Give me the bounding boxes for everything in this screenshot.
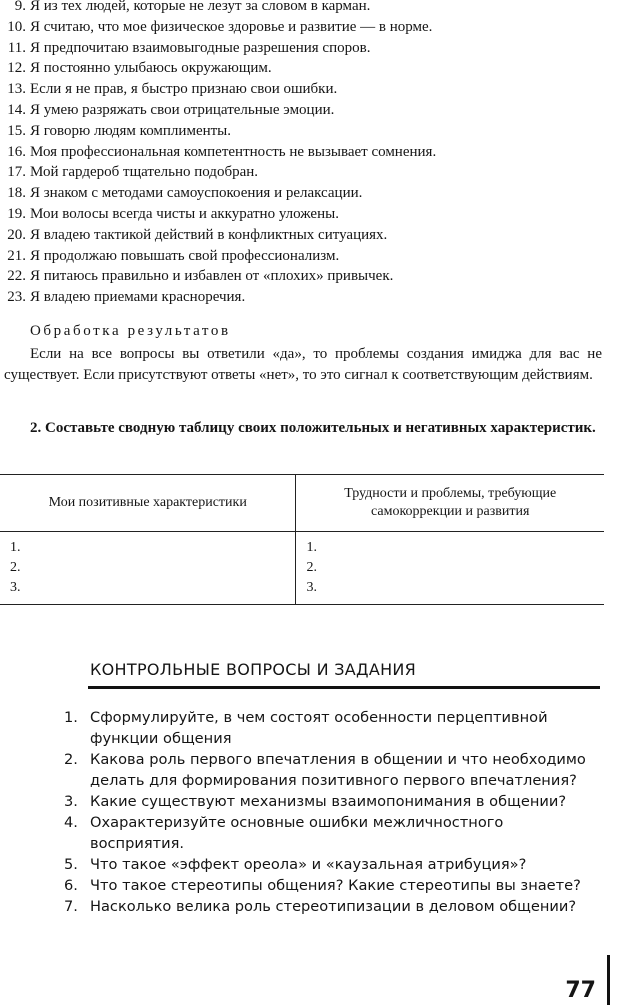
question-number: 7. (64, 898, 78, 915)
table-header-difficulties: Трудности и проблемы, требующие самокоррекции и развития (296, 475, 604, 532)
table-header-positive: Мои позитивные характеристики (0, 475, 296, 532)
statement-text: Я из тех людей, которые не лезут за словом в карман. (30, 0, 371, 14)
statement-text: Я постоянно улыбаюсь окружающим. (30, 60, 272, 77)
table-row-number: 1. (10, 540, 21, 555)
summary-table (0, 474, 604, 605)
statement-item (4, 246, 604, 267)
task-heading: 2. Составьте сводную таблицу своих положительных и негативных характеристик. (30, 420, 596, 436)
question-item (62, 791, 602, 812)
statement-number: 19. (7, 205, 26, 222)
question-text: Насколько велика роль стереотипизации в деловом общении? (90, 898, 577, 915)
question-text: Какова роль первого впечатления в общении и что необходимо делать для формирования позитивного первого впечатления? (90, 751, 586, 789)
statement-number: 17. (7, 164, 26, 181)
question-number: 6. (64, 877, 78, 894)
table-row-number: 3. (10, 580, 21, 595)
statement-number: 21. (7, 247, 26, 264)
table-row-number: 2. (10, 560, 21, 575)
question-text: Сформулируйте, в чем состоят особенности перцептивной функции общения (90, 709, 548, 747)
processing-text: Если на все вопросы вы ответили «да», то проблемы создания имиджа для вас не существует. Если присутствуют ответы «нет», то это сигнал к соответствующим действиям. (4, 346, 602, 383)
statement-text: Я продолжаю повышать свой профессионализм. (30, 247, 340, 264)
statement-item (4, 0, 604, 17)
statement-number: 18. (7, 185, 26, 202)
statement-number: 20. (7, 226, 26, 243)
question-item (62, 896, 602, 917)
table-cell-positive (0, 532, 296, 605)
statement-text: Я владею приемами красноречия. (30, 289, 246, 306)
question-text: Что такое стереотипы общения? Какие стереотипы вы знаете? (90, 877, 581, 894)
page-number: 77 (565, 978, 596, 1003)
statement-text: Я предпочитаю взаимовыгодные разрешения споров. (30, 39, 371, 56)
statement-number: 13. (7, 81, 26, 98)
question-text: Охарактеризуйте основные ошибки межличностного восприятия. (90, 814, 504, 852)
question-item (62, 707, 602, 749)
processing-title: Обработка результатов (30, 323, 231, 339)
question-text: Что такое «эффект ореола» и «каузальная атрибуция»? (90, 856, 527, 873)
statement-text: Я питаюсь правильно и избавлен от «плохих» привычек. (30, 268, 394, 285)
statement-text: Мой гардероб тщательно подобран. (30, 164, 259, 181)
question-number: 4. (64, 814, 78, 831)
question-list (62, 707, 602, 917)
statement-item (4, 287, 604, 308)
statement-number: 14. (7, 101, 26, 118)
question-number: 5. (64, 856, 78, 873)
page-edge-bar (607, 955, 610, 1005)
question-number: 2. (64, 751, 78, 768)
section-heading: КОНТРОЛЬНЫЕ ВОПРОСЫ И ЗАДАНИЯ (90, 660, 417, 679)
statement-text: Моя профессиональная компетентность не вызывает сомнения. (30, 143, 437, 160)
table-cell-difficulties (296, 532, 604, 605)
statement-item (4, 162, 604, 183)
statement-text: Я владею тактикой действий в конфликтных ситуациях. (30, 226, 388, 243)
statement-text: Если я не прав, я быстро признаю свои ошибки. (30, 81, 338, 98)
statement-number: 12. (7, 60, 26, 77)
question-item (62, 749, 602, 791)
statement-item (4, 204, 604, 225)
table-row-number: 2. (306, 560, 317, 575)
statement-list (4, 0, 604, 308)
statement-item (4, 121, 604, 142)
question-number: 3. (64, 793, 78, 810)
question-item (62, 875, 602, 896)
statement-item (4, 142, 604, 163)
table-row-number: 3. (306, 580, 317, 595)
table-row-number: 1. (306, 540, 317, 555)
statement-number: 22. (7, 268, 26, 285)
statement-number: 9. (14, 0, 26, 14)
statement-text: Я умею разряжать свои отрицательные эмоции. (30, 101, 335, 118)
statement-item (4, 38, 604, 59)
statement-item (4, 58, 604, 79)
statement-text: Мои волосы всегда чисты и аккуратно уложены. (30, 205, 339, 222)
statement-number: 16. (7, 143, 26, 160)
statement-text: Я считаю, что мое физическое здоровье и развитие — в норме. (30, 18, 433, 35)
question-number: 1. (64, 709, 78, 726)
section-divider (88, 686, 600, 689)
statement-number: 15. (7, 122, 26, 139)
question-item (62, 812, 602, 854)
statement-number: 11. (7, 39, 26, 56)
statement-text: Я говорю людям комплименты. (30, 122, 232, 139)
question-text: Какие существуют механизмы взаимопонимания в общении? (90, 793, 567, 810)
statement-item (4, 225, 604, 246)
statement-number: 23. (7, 289, 26, 306)
statement-item (4, 100, 604, 121)
statement-item (4, 17, 604, 38)
statement-item (4, 79, 604, 100)
statement-text: Я знаком с методами самоуспокоения и релаксации. (30, 185, 363, 202)
statement-item (4, 183, 604, 204)
question-item (62, 854, 602, 875)
statement-number: 10. (7, 18, 26, 35)
statement-item (4, 266, 604, 287)
